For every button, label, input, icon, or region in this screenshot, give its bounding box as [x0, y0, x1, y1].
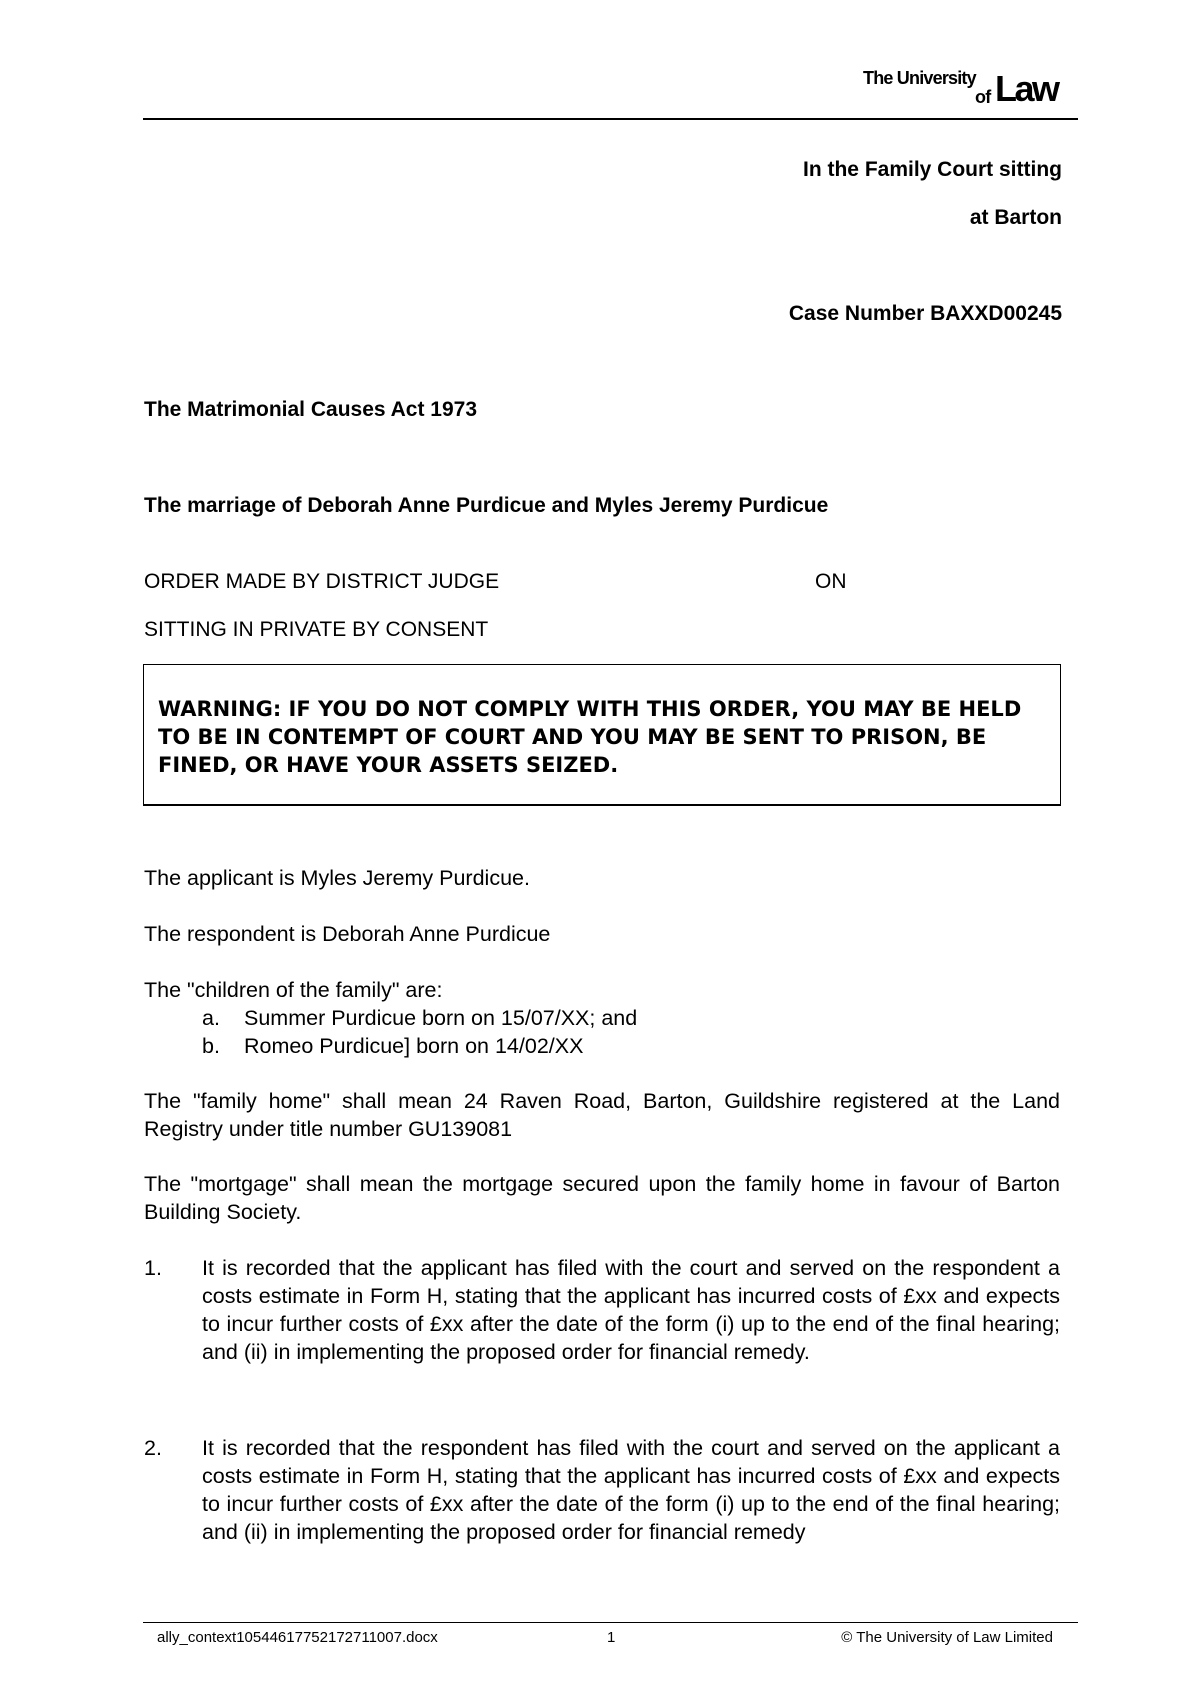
- logo-line-2: of: [975, 87, 991, 107]
- child-list-item: Romeo Purdicue] born on 14/02/XX: [244, 1034, 584, 1058]
- footer-filename: ally_context10544617752172711007.docx: [157, 1629, 438, 1646]
- footer-rule: [143, 1622, 1078, 1623]
- child-list-marker: a.: [202, 1006, 220, 1030]
- logo-line-1: The University: [863, 68, 976, 88]
- applicant-statement: The applicant is Myles Jeremy Purdicue.: [144, 866, 530, 890]
- logo-line-3: Law: [995, 68, 1058, 109]
- paragraph-number: 2.: [144, 1436, 162, 1460]
- sitting-in-private: SITTING IN PRIVATE BY CONSENT: [144, 618, 489, 641]
- numbered-paragraph: It is recorded that the respondent has filed with the court and served on the applicant a costs estimate in Form H, stating that the applicant has incurred costs of £xx and expects to incur further costs of £xx after the date of the form (i) up to the end of the final hearing; and (ii) in implementing the proposed order for financial remedy: [202, 1436, 1060, 1544]
- marriage-title: The marriage of Deborah Anne Purdicue and Myles Jeremy Purdicue: [144, 494, 829, 517]
- family-home-definition: The "family home" shall mean 24 Raven Road, Barton, Guildshire registered at the Land Registry under title number GU139081: [144, 1089, 1060, 1141]
- paragraph-number: 1.: [144, 1256, 162, 1280]
- university-of-law-logo: [858, 66, 1072, 110]
- footer-page-number: 1: [607, 1629, 616, 1646]
- footer-copyright: © The University of Law Limited: [841, 1629, 1053, 1646]
- warning-box: [143, 664, 1061, 806]
- order-on: ON: [815, 570, 847, 593]
- act-title: The Matrimonial Causes Act 1973: [144, 398, 478, 421]
- case-number: Case Number BAXXD00245: [788, 302, 1062, 325]
- court-heading-line-1: In the Family Court sitting: [802, 158, 1062, 181]
- child-list-marker: b.: [202, 1034, 220, 1058]
- order-made-by: ORDER MADE BY DISTRICT JUDGE: [144, 570, 500, 593]
- court-heading-line-2: at Barton: [969, 206, 1062, 229]
- mortgage-definition: The "mortgage" shall mean the mortgage secured upon the family home in favour of Barton Building Society.: [144, 1172, 1060, 1224]
- header-rule: [143, 118, 1078, 120]
- numbered-paragraph: It is recorded that the applicant has filed with the court and served on the respondent a costs estimate in Form H, stating that the applicant has incurred costs of £xx and expects to incur further costs of £xx after the date of the form (i) up to the end of the final hearing; and (ii) in implementing the proposed order for financial remedy.: [202, 1256, 1060, 1364]
- respondent-statement: The respondent is Deborah Anne Purdicue: [144, 922, 551, 946]
- warning-text: WARNING: IF YOU DO NOT COMPLY WITH THIS ORDER, YOU MAY BE HELD TO BE IN CONTEMPT OF COURT AND YOU MAY BE SENT TO PRISON, BE FINED, OR HAVE YOUR ASSETS SEIZED.: [158, 697, 1022, 777]
- children-intro: The "children of the family" are:: [144, 978, 443, 1002]
- child-list-item: Summer Purdicue born on 15/07/XX; and: [244, 1006, 638, 1030]
